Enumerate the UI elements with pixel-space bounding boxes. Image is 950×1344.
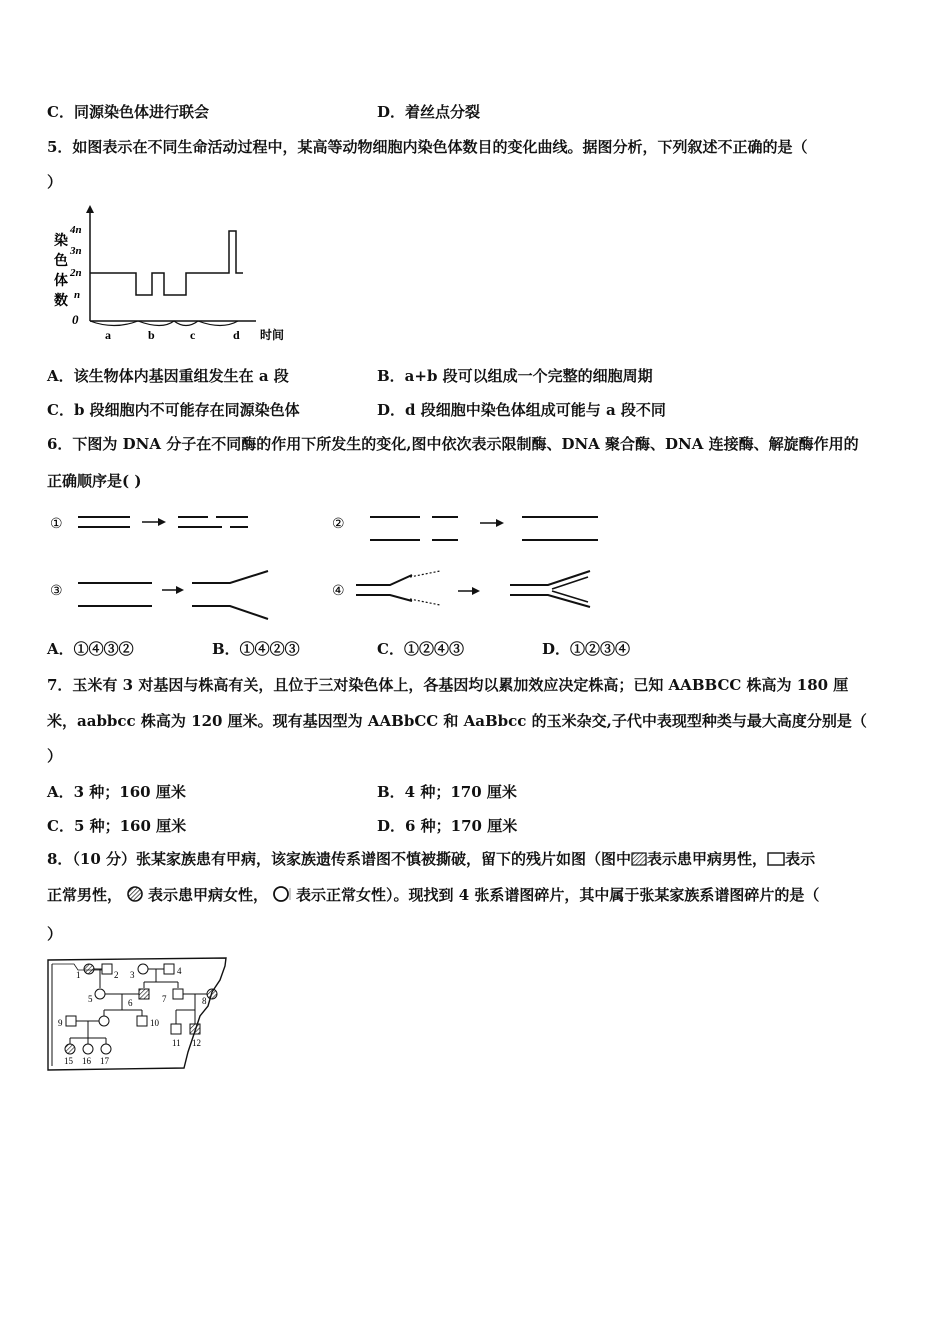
q5-option-a: A．该生物体内基因重组发生在 a 段 xyxy=(47,367,289,385)
q5-stem-line2: ） xyxy=(47,173,63,191)
q7-option-b: B．4 种；170 厘米 xyxy=(377,783,517,801)
q4-option-c: C．同源染色体进行联会 xyxy=(47,103,209,121)
affected-female-icon xyxy=(126,886,144,902)
q7-option-a: A．3 种；160 厘米 xyxy=(47,783,186,801)
chart-step-curve xyxy=(90,231,243,295)
q5-option-b: B．a+b 段可以组成一个完整的细胞周期 xyxy=(377,367,653,385)
q8-stem-line3: ） xyxy=(47,925,63,943)
q5-option-d: D．d 段细胞中染色体组成可能与 a 段不同 xyxy=(377,401,666,419)
pedigree-num: 10 xyxy=(150,1018,159,1028)
pedigree-fragment xyxy=(44,954,230,1074)
pedigree-num: 16 xyxy=(82,1056,91,1066)
torn-paper-edge xyxy=(48,958,226,1070)
pedigree-num: 9 xyxy=(58,1018,63,1028)
chart-ytick: 4n xyxy=(70,224,82,236)
pedigree-num: 5 xyxy=(88,994,93,1004)
q6-stem-line2: 正确顺序是( ) xyxy=(47,472,142,490)
q6-option-c: C．①②④③ xyxy=(377,640,464,658)
chromosome-count-chart xyxy=(44,203,306,343)
pedigree-num: 17 xyxy=(100,1056,109,1066)
panel-label-3: ③ xyxy=(50,584,63,599)
q8-stem-2b: 表示患甲病女性， xyxy=(148,886,269,904)
chart-ytick: 2n xyxy=(70,267,82,279)
panel-label-4: ④ xyxy=(332,584,345,599)
normal-male-icon xyxy=(767,852,785,866)
chart-ylabel-char: 染 xyxy=(54,234,68,249)
panel-label-2: ② xyxy=(332,517,345,532)
pedigree-num: 1 xyxy=(76,970,81,980)
chart-xtick-c: c xyxy=(190,328,196,342)
q7-stem-line1: 7．玉米有 3 对基因与株高有关，且位于三对染色体上，各基因均以累加效应决定株高；已知 AABBCC 株高为 180 厘 xyxy=(47,676,849,694)
q7-option-d: D．6 种；170 厘米 xyxy=(377,817,518,835)
q6-option-a: A．①④③② xyxy=(47,640,134,658)
q7-stem-line2: 米，aabbcc 株高为 120 厘米。现有基因型为 AABbCC 和 AaBbcc 的玉米杂交,子代中表现型种类与最大高度分别是（ xyxy=(47,712,867,730)
q8-stem-1a: 8．（10 分）张某家族患有甲病，该家族遗传系谱图不慎被撕破，留下的残片如图（图中 xyxy=(47,850,632,868)
pedigree-num: 8 xyxy=(202,996,207,1006)
q8-stem-1c: 表示 xyxy=(785,850,816,868)
affected-male-icon xyxy=(631,852,647,866)
pedigree-num: 15 xyxy=(64,1056,73,1066)
pedigree-num: 4 xyxy=(177,966,182,976)
q8-stem-line1 xyxy=(47,849,815,869)
dna-enzyme-figure xyxy=(44,505,624,625)
q6-option-d: D．①②③④ xyxy=(542,640,631,658)
chart-xtick-b: b xyxy=(148,328,155,342)
pedigree-num: 11 xyxy=(172,1038,181,1048)
chart-xtick-d: d xyxy=(233,328,240,342)
q8-stem-line2 xyxy=(47,885,819,905)
q7-option-c: C．5 种；160 厘米 xyxy=(47,817,187,835)
chart-ytick: 3n xyxy=(70,245,82,257)
panel-label-1: ① xyxy=(50,517,63,532)
q6-option-b: B．①④②③ xyxy=(212,640,300,658)
pedigree-num: 3 xyxy=(130,970,135,980)
chart-ylabel-char: 体 xyxy=(54,274,68,289)
q5-option-c: C．b 段细胞内不可能存在同源染色体 xyxy=(47,401,300,419)
chart-xtick-a: a xyxy=(105,328,111,342)
chart-ytick: 0 xyxy=(72,312,79,327)
q8-stem-2a: 正常男性， xyxy=(47,886,123,904)
pedigree-num: 2 xyxy=(114,970,119,980)
q7-stem-line3: ） xyxy=(47,747,63,765)
q5-stem-line1: 5．如图表示在不同生命活动过程中，某高等动物细胞内染色体数目的变化曲线。据图分析，下列叙述不正确的是（ xyxy=(47,138,808,156)
normal-female-icon xyxy=(272,886,292,902)
q8-stem-1b: 表示患甲病男性， xyxy=(647,850,768,868)
pedigree-num: 7 xyxy=(162,994,167,1004)
q6-stem-line1: 6．下图为 DNA 分子在不同酶的作用下所发生的变化,图中依次表示限制酶、DNA 聚合酶、DNA 连接酶、解旋酶作用的 xyxy=(47,435,859,453)
chart-ylabel-char: 数 xyxy=(54,294,68,309)
chart-xlabel: 时间 xyxy=(260,328,285,342)
q4-option-d: D．着丝点分裂 xyxy=(377,103,481,121)
chart-ylabel-char: 色 xyxy=(54,254,68,269)
pedigree-num: 6 xyxy=(128,998,133,1008)
pedigree-num: 12 xyxy=(192,1038,201,1048)
q8-stem-2c: 表示正常女性）。现找到 4 张系谱图碎片，其中属于张某家族系谱图碎片的是（ xyxy=(296,886,820,904)
chart-ytick: n xyxy=(74,289,81,301)
